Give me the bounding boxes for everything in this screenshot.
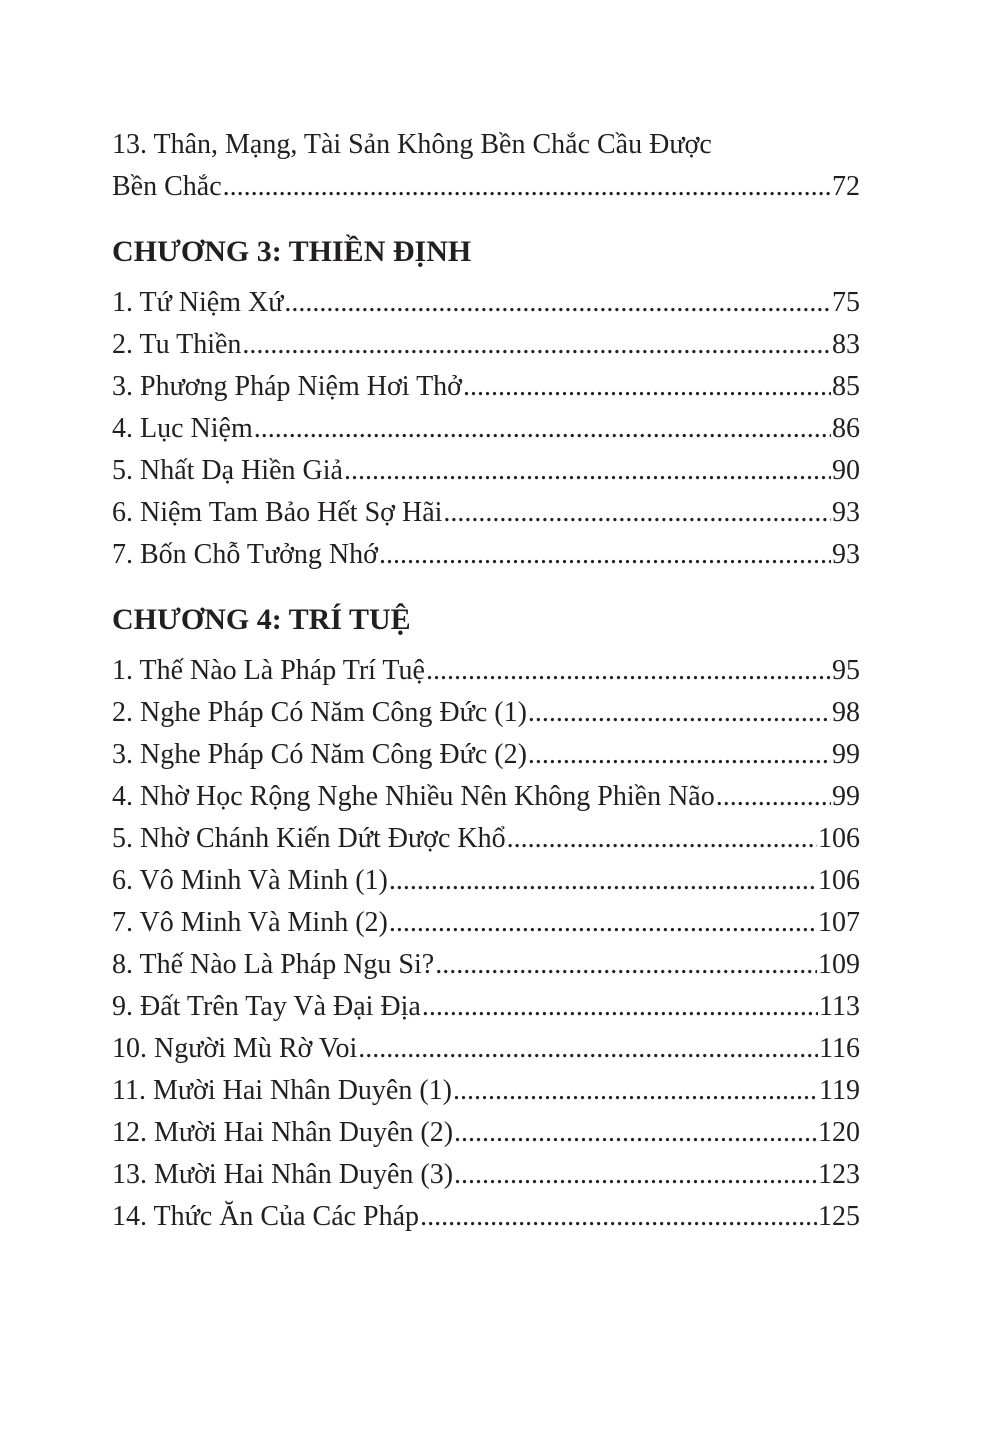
toc-entry (112, 986, 860, 1028)
chapter-heading: CHƯƠNG 3: THIỀN ĐỊNH (112, 235, 472, 268)
toc-entry-page: 120 (818, 1117, 860, 1148)
toc-entry-page: 125 (818, 1201, 860, 1232)
toc-entry-page: 109 (818, 949, 860, 980)
dot-leader (379, 534, 831, 576)
toc-entry-page: 93 (832, 539, 860, 570)
toc-entry-title: 5. Nhất Dạ Hiền Giả (112, 455, 343, 486)
dot-leader (443, 492, 831, 534)
dot-leader (422, 986, 818, 1028)
toc-entry (112, 1028, 860, 1070)
toc-entry-page: 106 (818, 865, 860, 896)
toc-entry-title: 3. Nghe Pháp Có Năm Công Đức (2) (112, 739, 527, 770)
toc-entry-title: 7. Bốn Chỗ Tưởng Nhớ (112, 539, 378, 570)
toc-entry-title: 6. Vô Minh Và Minh (1) (112, 865, 388, 896)
toc-entry-title: 12. Mười Hai Nhân Duyên (2) (112, 1117, 454, 1148)
toc-entry-title: 3. Phương Pháp Niệm Hơi Thở (112, 371, 462, 402)
toc-entry (112, 282, 860, 324)
toc-entry-page: 85 (832, 371, 860, 402)
toc-entry-page: 113 (819, 991, 860, 1022)
toc-entry-title: 8. Thế Nào Là Pháp Ngu Si? (112, 949, 435, 980)
toc-entry (112, 1196, 860, 1238)
dot-leader (389, 902, 817, 944)
toc-entry-page: 93 (832, 497, 860, 528)
toc-entry (112, 692, 860, 734)
toc-entry-continued-line1: 13. Thân, Mạng, Tài Sản Không Bền Chắc Cầu Được (112, 129, 712, 160)
toc-entry-title: 9. Đất Trên Tay Và Đại Địa (112, 991, 421, 1022)
dot-leader (528, 692, 831, 734)
toc-entry-title: 4. Lục Niệm (112, 413, 253, 444)
chapter-heading: CHƯƠNG 4: TRÍ TUỆ (112, 603, 411, 636)
dot-leader (463, 366, 831, 408)
dot-leader (358, 1028, 818, 1070)
dot-leader (435, 944, 817, 986)
toc-entry-title: 4. Nhờ Học Rộng Nghe Nhiều Nên Không Phiền Não (112, 781, 715, 812)
toc-entry (112, 1070, 860, 1112)
toc-entry (112, 818, 860, 860)
toc-entry-page: 107 (818, 907, 860, 938)
toc-entry-page: 116 (819, 1033, 860, 1064)
toc-entry-page: 123 (818, 1159, 860, 1190)
toc-entry-page: 95 (832, 655, 860, 686)
toc-entry (112, 492, 860, 534)
dot-leader (507, 818, 817, 860)
toc-entry-page: 90 (832, 455, 860, 486)
toc-entry-page: 72 (832, 171, 860, 202)
dot-leader (528, 734, 831, 776)
toc-entry (112, 734, 860, 776)
toc-entry-title: 14. Thức Ăn Của Các Pháp (112, 1201, 420, 1232)
toc-entry (112, 366, 860, 408)
toc-entry-page: 99 (832, 739, 860, 770)
dot-leader (242, 324, 831, 366)
toc-entry-page: 98 (832, 697, 860, 728)
toc-entry-title: 10. Người Mù Rờ Voi (112, 1033, 358, 1064)
toc-entry (112, 1112, 860, 1154)
toc-entry-title: 6. Niệm Tam Bảo Hết Sợ Hãi (112, 497, 443, 528)
dot-leader (284, 282, 831, 324)
toc-entry-title: 13. Mười Hai Nhân Duyên (3) (112, 1159, 454, 1190)
dot-leader (453, 1070, 818, 1112)
toc-entry (112, 408, 860, 450)
toc-entry-title: 1. Tứ Niệm Xứ (112, 287, 284, 318)
toc-entry (112, 650, 860, 692)
dot-leader (454, 1154, 817, 1196)
toc-entry-title: 2. Tu Thiền (112, 329, 242, 360)
toc-entry-page: 106 (818, 823, 860, 854)
toc-entry (112, 1154, 860, 1196)
dot-leader (223, 166, 831, 208)
toc-entry-title: 1. Thế Nào Là Pháp Trí Tuệ (112, 655, 425, 686)
dot-leader (344, 450, 831, 492)
dot-leader (454, 1112, 817, 1154)
toc-entry (112, 902, 860, 944)
toc-entry-page: 75 (832, 287, 860, 318)
dot-leader (254, 408, 831, 450)
toc-entry (112, 534, 860, 576)
dot-leader (420, 1196, 817, 1238)
toc-entry-continued (112, 166, 860, 208)
toc-entry (112, 450, 860, 492)
toc-entry-page: 86 (832, 413, 860, 444)
toc-entry-page: 99 (832, 781, 860, 812)
toc-entry-title: 11. Mười Hai Nhân Duyên (1) (112, 1075, 452, 1106)
toc-entry-title: 2. Nghe Pháp Có Năm Công Đức (1) (112, 697, 527, 728)
toc-entry (112, 324, 860, 366)
toc-entry-title: 7. Vô Minh Và Minh (2) (112, 907, 388, 938)
toc-entry (112, 944, 860, 986)
dot-leader (389, 860, 817, 902)
toc-entry (112, 776, 860, 818)
toc-entry-page: 83 (832, 329, 860, 360)
toc-entry (112, 860, 860, 902)
dot-leader (426, 650, 831, 692)
toc-entry-title: Bền Chắc (112, 171, 222, 202)
toc-entry-page: 119 (819, 1075, 860, 1106)
toc-entry-title: 5. Nhờ Chánh Kiến Dứt Được Khổ (112, 823, 506, 854)
dot-leader (716, 776, 831, 818)
